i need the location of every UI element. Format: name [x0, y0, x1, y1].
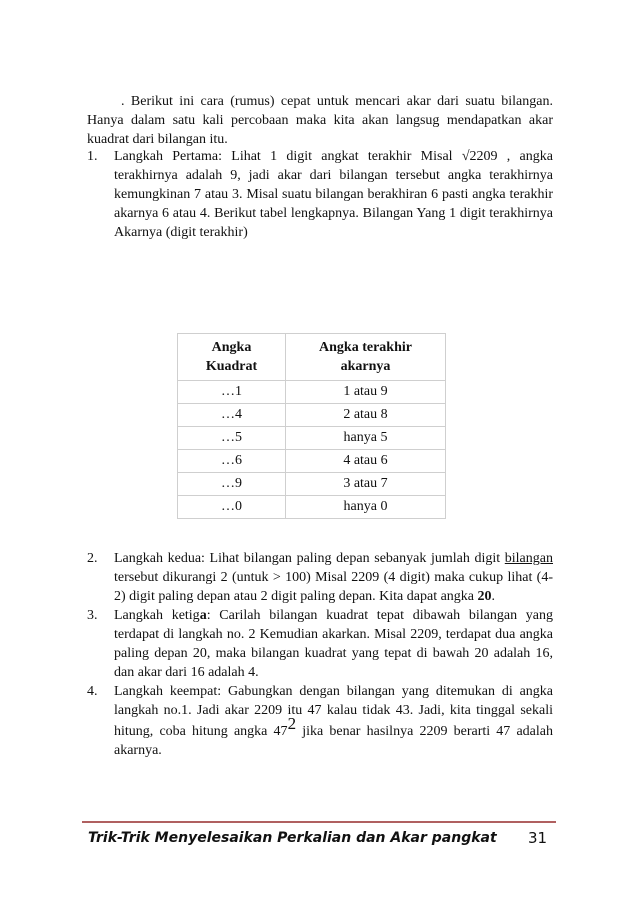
- header-line: Angka: [211, 340, 252, 355]
- header-line: Angka terakhir: [319, 340, 412, 355]
- table-row: [178, 381, 446, 404]
- header-angka-kuadrat: [178, 334, 286, 381]
- cell-akar: 2 atau 8: [286, 404, 446, 427]
- cell-akar: 1 atau 9: [286, 381, 446, 404]
- step-text: Langkah Pertama: Lihat 1 digit angkat terakhir Misal √2209 , angka terakhirnya adalah 9, jadi akar dari bilangan tersebut angka terakhirnya kemungkinan 7 atau 3. Misal suatu bilangan berakhiran 6 pasti angka terakhir akarnya 6 atau 4. Berikut tabel lengkapnya. Bilangan Yang 1 digit terakhirnya Akarnya (digit terakhir): [114, 149, 553, 240]
- step-1: [87, 147, 553, 242]
- cell-kuadrat: …5: [178, 427, 286, 450]
- step-text: : Carilah bilangan kuadrat tepat dibawah bilangan yang terdapat di langkah no. 2 Kemudian akarkan. Misal 2209, terdapat dua angka paling depan 20, maka bilangan kuadrat yang tepat di bawah 20 adalah 16, dan akar dari 16 adalah 4.: [114, 608, 553, 680]
- step-2: [87, 549, 553, 606]
- header-angka-terakhir-akarnya: [286, 334, 446, 381]
- cell-akar: 4 atau 6: [286, 450, 446, 473]
- step-number: 4.: [87, 684, 98, 699]
- cell-kuadrat: …0: [178, 496, 286, 519]
- footer-divider: [82, 821, 556, 823]
- footer-book-title: Trik-Trik Menyelesaikan Perkalian dan Akar pangkat: [88, 830, 497, 846]
- step-text: tersebut dikurangi 2 (untuk > 100) Misal 2209 (4 digit) maka cukup lihat (4-2) digit paling depan atau 2 digit paling depan. Kita dapat angka: [114, 570, 553, 604]
- cell-kuadrat: …4: [178, 404, 286, 427]
- header-line: Kuadrat: [205, 359, 258, 374]
- step-bold-value: 20: [477, 589, 492, 604]
- table-row: [178, 473, 446, 496]
- header-line: akarnya: [340, 359, 391, 374]
- bilangan-link[interactable]: bilangan: [504, 551, 553, 566]
- step-4: [87, 682, 553, 760]
- steps-list-first: [87, 147, 553, 242]
- step-number: 1.: [87, 149, 98, 164]
- page-number: 31: [528, 829, 548, 847]
- step-text: Langkah keempat: Gabungkan dengan bilangan yang ditemukan di angka langkah no.1. Jadi akar 2209 itu 47 kalau tidak 43. Jadi, kita tinggal sekali hitung, coba hitung angka 47: [114, 684, 553, 739]
- cell-akar: hanya 5: [286, 427, 446, 450]
- table-row: [178, 450, 446, 473]
- intro-text: . Berikut ini cara (rumus) cepat untuk mencari akar dari suatu bilangan. Hanya dalam satu kali percobaan maka kita akan langsug mendapatkan akar kuadrat dari bilangan itu.: [87, 94, 553, 147]
- cell-akar: hanya 0: [286, 496, 446, 519]
- table-header-row: [178, 334, 446, 381]
- step-text: Langkah kedua: Lihat bilangan paling depan sebanyak jumlah digit: [114, 551, 505, 566]
- last-digit-table: [177, 333, 446, 519]
- step-number: 3.: [87, 608, 98, 623]
- step-bold-letter: a: [199, 608, 207, 623]
- table-row: [178, 404, 446, 427]
- cell-kuadrat: …1: [178, 381, 286, 404]
- step-text: jika benar hasilnya 2209 berarti 47 adalah akarnya.: [114, 724, 553, 758]
- table-row: [178, 496, 446, 519]
- intro-paragraph: [87, 92, 553, 149]
- superscript-exponent: 2: [287, 714, 297, 733]
- table-row: [178, 427, 446, 450]
- step-3: [87, 606, 553, 682]
- cell-kuadrat: …9: [178, 473, 286, 496]
- step-number: 2.: [87, 551, 98, 566]
- cell-kuadrat: …6: [178, 450, 286, 473]
- cell-akar: 3 atau 7: [286, 473, 446, 496]
- step-text: .: [491, 589, 496, 604]
- step-text: Langkah ketig: [114, 608, 200, 623]
- steps-list-second: [87, 549, 553, 760]
